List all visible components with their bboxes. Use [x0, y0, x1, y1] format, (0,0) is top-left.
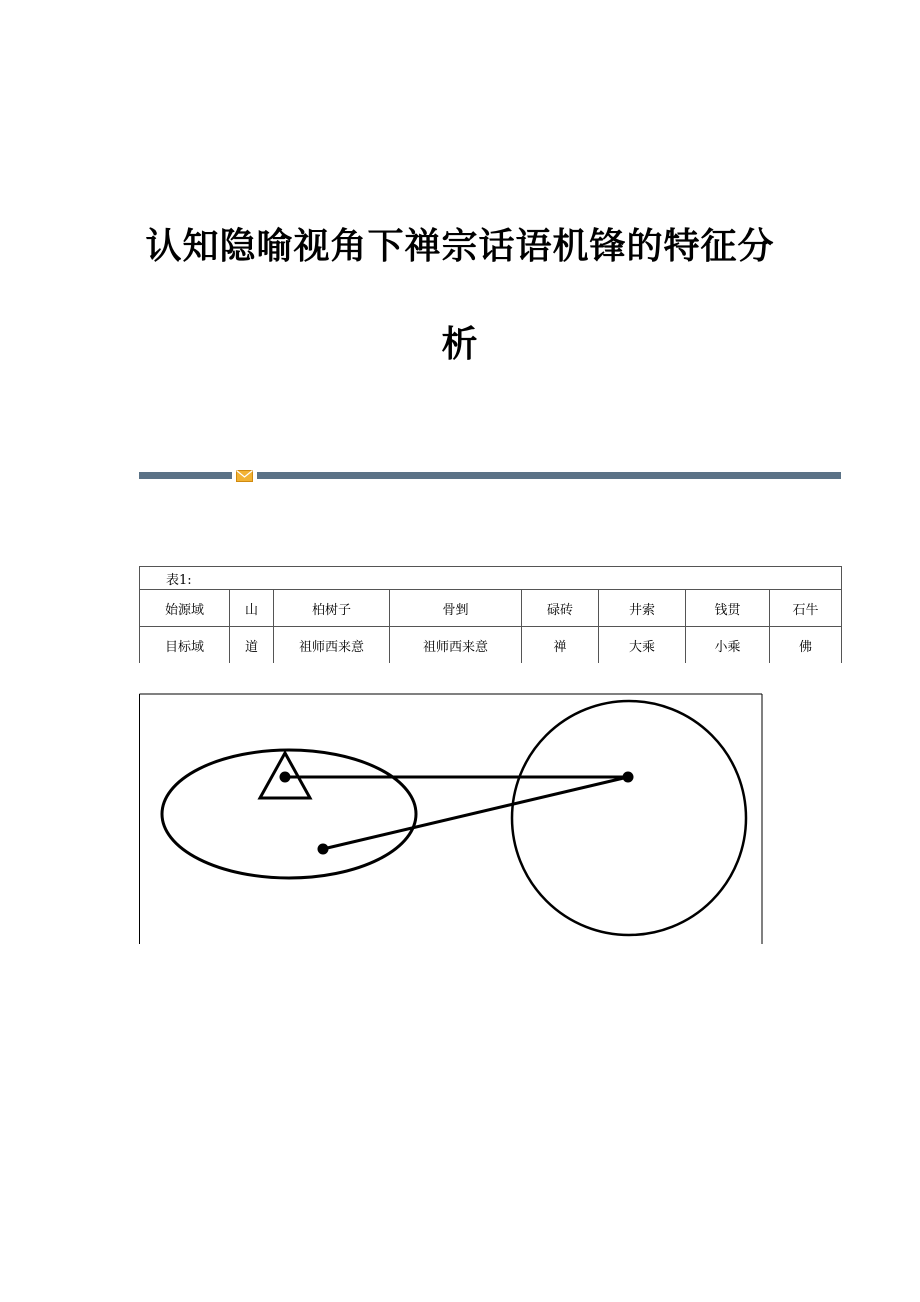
table-cell: 柏树子 — [274, 590, 390, 627]
target-domain-circle — [512, 701, 746, 935]
table-caption-row — [140, 567, 842, 590]
mapping-table — [139, 566, 841, 662]
envelope-icon — [236, 470, 253, 482]
table-cell: 祖师西来意 — [390, 627, 522, 664]
table-cell: 祖师西来意 — [274, 627, 390, 664]
diagram-canvas — [139, 692, 763, 944]
point-ellipse — [318, 844, 329, 855]
row-label-target: 目标域 — [140, 627, 230, 664]
table-row-target — [140, 627, 842, 664]
table-cell: 石牛 — [770, 590, 842, 627]
divider-bar-right — [257, 472, 841, 479]
table-caption: 表1: — [140, 567, 842, 590]
table-cell: 井索 — [599, 590, 686, 627]
table-cell: 钱贯 — [686, 590, 770, 627]
table-cell: 骨剉 — [390, 590, 522, 627]
mapping-diagram — [139, 692, 763, 944]
table-cell: 禅 — [522, 627, 599, 664]
table-cell: 碌砖 — [522, 590, 599, 627]
table-cell: 大乘 — [599, 627, 686, 664]
title-line-2: 析 — [441, 323, 479, 365]
table-cell: 山 — [230, 590, 274, 627]
mapping-line-lower — [323, 777, 628, 849]
table-row-source — [140, 590, 842, 627]
table-cell: 道 — [230, 627, 274, 664]
title-line-1: 认知隐喻视角下禅宗话语机锋的特征分 — [145, 225, 775, 267]
table-cell: 小乘 — [686, 627, 770, 664]
point-triangle — [280, 772, 291, 783]
divider-bar-left — [139, 472, 232, 479]
point-circle — [623, 772, 634, 783]
table-cell: 佛 — [770, 627, 842, 664]
section-divider — [139, 470, 841, 482]
row-label-source: 始源域 — [140, 590, 230, 627]
source-domain-ellipse — [162, 750, 416, 878]
